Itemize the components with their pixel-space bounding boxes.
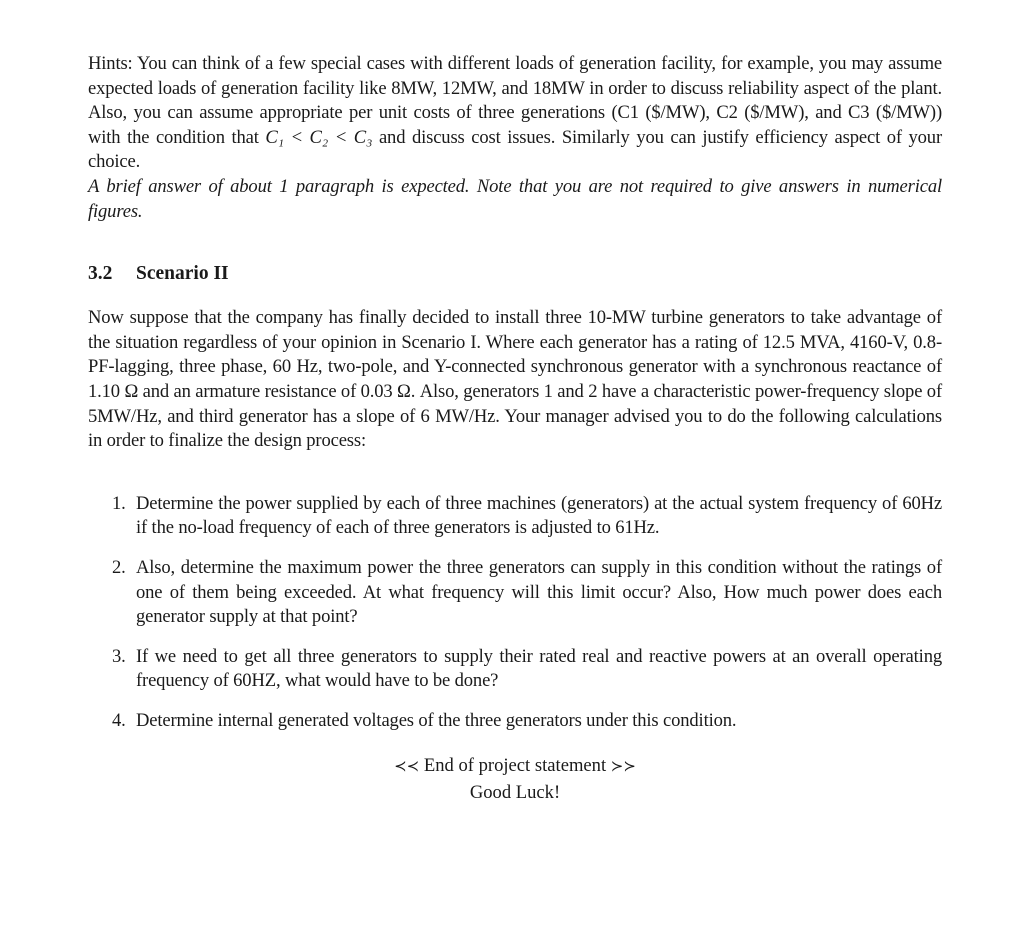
task-number: 1.: [112, 492, 126, 514]
scenario-paragraph: Now suppose that the company has finally decided to install three 10-MW turbine generators to take advantage of the situation regardless of your opinion in Scenario I. Where each generator has a rating of 12.5 MVA, 4160-V, 0.8-PF-lagging, three phase, 60 Hz, two-pole, and Y-connected synchronous generator with a synchronous reactance of 1.10 Ω and an armature resistance of 0.03 Ω. Also, generators 1 and 2 have a characteristic power-frequency slope of 5MW/Hz, and third generator has a slope of 6 MW/Hz. Your manager advised you to do the following calculations in order to finalize the design process:: [88, 307, 942, 452]
cost-condition-math: C₁ < C₂ < C₃: [265, 126, 373, 148]
precedes-symbols: ≺≺: [394, 759, 420, 776]
section-title: Scenario II: [136, 263, 229, 285]
hints-italic-note: A brief answer of about 1 paragraph is expected. Note that you are not required to give answers in numerical figures.: [88, 175, 942, 222]
end-statement: [88, 753, 942, 780]
succeeds-symbols: ≻≻: [610, 759, 636, 776]
task-text: If we need to get all three generators to supply their rated real and reactive powers at an overall operating frequency of 60HZ, what would have to be done?: [136, 645, 942, 692]
end-text: End of project statement: [423, 755, 607, 777]
task-item: [88, 709, 942, 734]
task-text: Determine internal generated voltages of the three generators under this condition.: [136, 709, 737, 731]
section-number: 3.2: [88, 263, 113, 285]
hints-text-part2: and discuss cost issues. Similarly you can justify efficiency aspect of your choice.: [88, 126, 942, 173]
hints-text-part1: Hints: You can think of a few special cases with different loads of generation facility, for example, you may assume expected loads of generation facility like 8MW, 12MW, and 18MW in order to discuss reliability aspect of the plant. Also, you can assume appropriate per unit costs of three generations (C1 ($/MW), C2 ($/MW), and C3 ($/MW)) with the condition that: [88, 53, 942, 148]
task-text: Also, determine the maximum power the three generators can supply in this condition without the ratings of one of them being exceeded. At what frequency will this limit occur? Also, How much power does each generator supply at that point?: [136, 556, 942, 628]
task-number: 3.: [112, 645, 126, 667]
task-item: [88, 645, 942, 694]
task-list: [88, 492, 942, 734]
task-text: Determine the power supplied by each of three machines (generators) at the actual system frequency of 60Hz if the no-load frequency of each of three generators is adjusted to 61Hz.: [136, 492, 942, 539]
task-item: [88, 556, 942, 630]
section-heading: [88, 262, 942, 286]
good-luck-text: Good Luck!: [469, 782, 561, 804]
task-item: [88, 492, 942, 541]
closing-block: [88, 753, 942, 805]
hints-paragraph: [88, 52, 942, 175]
task-number: 4.: [112, 709, 126, 731]
document-page: [88, 52, 942, 805]
task-number: 2.: [112, 556, 126, 578]
